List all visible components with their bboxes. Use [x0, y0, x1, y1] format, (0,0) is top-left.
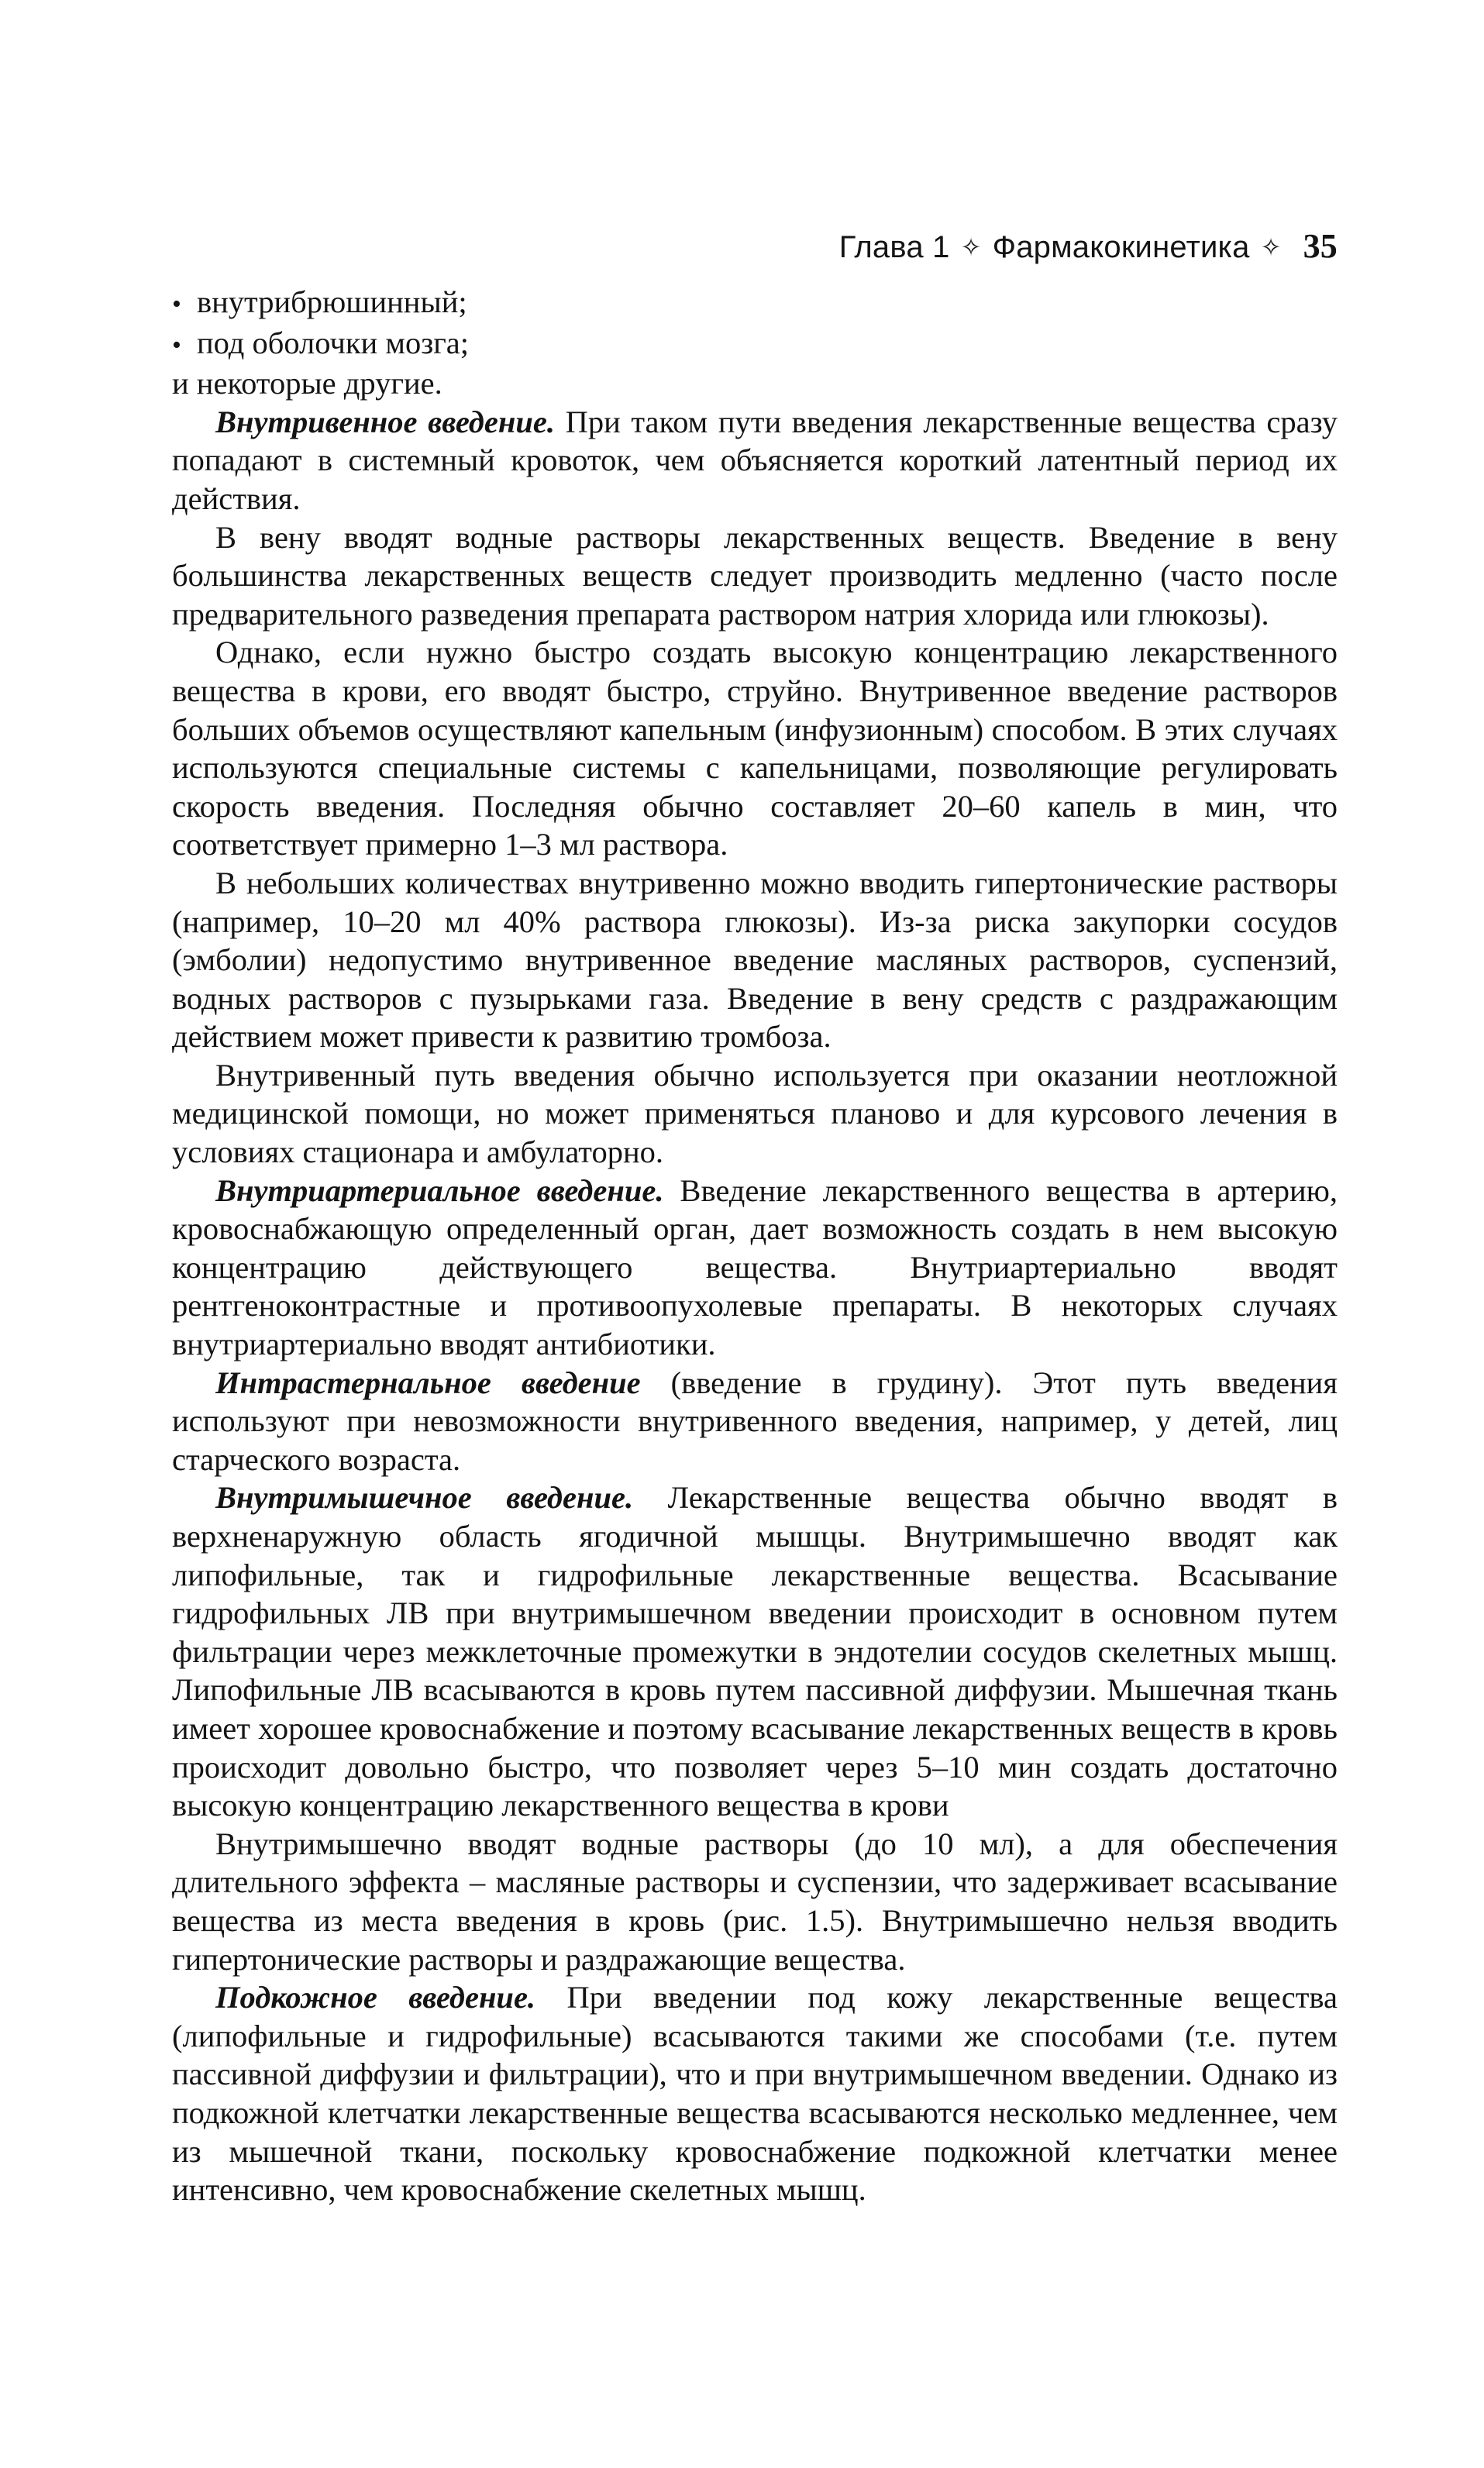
term-heading: Интрастернальное введение [215, 1365, 641, 1400]
chapter-title: Фармакокинетика [992, 230, 1250, 264]
list-item: • внутрибрюшинный; [172, 283, 1338, 324]
route-list [172, 283, 1338, 364]
paragraph-subcutaneous: Подкожное введение. При введении под кожу лекарственные вещества (липофильные и гидрофильные) всасываются такими же способами (т.е. путем пассивной диффузии и фильтрации), что и при внутримышечном введении. Однако из подкожной клетчатки лекарственные вещества всасываются несколько медленнее, чем из мышечной ткани, поскольку кровоснабжение подкожной клетчатки менее интенсивно, чем кровоснабжение скелетных мышц. [172, 1980, 1338, 2208]
paragraph: В небольших количествах внутривенно можно вводить гипертонические растворы (например, 10–20 мл 40% раствора глюкозы). Из-за риска закупорки сосудов (эмболии) недопустимо внутривенное введение масляных растворов, суспензий, водных растворов с пузырьками газа. Введение в вену средств с раздражающим действием может привести к развитию тромбоза. [172, 865, 1338, 1055]
list-closing: и некоторые другие. [172, 366, 442, 401]
term-heading: Внутривенное введение. [215, 404, 555, 439]
term-heading: Подкожное введение. [215, 1980, 536, 2015]
bullet-icon: • [172, 330, 181, 360]
page-number: 35 [1303, 227, 1338, 265]
body-text [172, 283, 1338, 2209]
list-item: • под оболочки мозга; [172, 324, 1338, 365]
book-page [172, 225, 1338, 2209]
paragraph-intravenous: Внутривенное введение. При таком пути введения лекарственные вещества сразу попадают в системный кровоток, чем объясняется короткий латентный период их действия. [172, 404, 1338, 516]
term-heading: Внутриартериальное введение. [215, 1172, 664, 1208]
term-heading: Внутримышечное введение. [215, 1480, 634, 1516]
diamond-separator-icon: ✧ [960, 233, 982, 261]
paragraph-intramuscular: Внутримышечное введение. Лекарственные вещества обычно вводят в верхненаружную область ягодичной мышцы. Внутримышечно вводят как липофильные, так и гидрофильные лекарственные вещества. Всасывание гидрофильных ЛВ при внутримышечном введении происходит в основном путем фильтрации через межклеточные промежутки в эндотелии сосудов скелетных мышц. Липофильные ЛВ всасываются в кровь путем пассивной диффузии. Мышечная ткань имеет хорошее кровоснабжение и поэтому всасывание лекарственных веществ в кровь происходит довольно быстро, что позволяет через 5–10 мин создать достаточно высокую концентрацию лекарственного вещества в крови [172, 1480, 1338, 1823]
paragraph: Внутримышечно вводят водные растворы (до 10 мл), а для обеспечения длительного эффекта – масляные растворы и суспензии, что задерживает всасывание вещества из места введения в кровь (рис. 1.5). Внутримышечно нельзя вводить гипертонические растворы и раздражающие вещества. [172, 1826, 1338, 1977]
paragraph: Внутривенный путь введения обычно используется при оказании неотложной медицинской помощи, но может применяться планово и для курсового лечения в условиях стационара и амбулаторно. [172, 1057, 1338, 1170]
paragraph: Однако, если нужно быстро создать высокую концентрацию лекарственного вещества в крови, его вводят быстро, струйно. Внутривенное введение растворов больших объемов осуществляют капельным (инфузионным) способом. В этих случаях используются специальные системы с капельницами, позволяющие регулировать скорость введения. Последняя обычно составляет 20–60 капель в мин, что соответствует примерно 1–3 мл раствора. [172, 635, 1338, 862]
chapter-label: Глава 1 [838, 230, 950, 264]
paragraph: В вену вводят водные растворы лекарственных веществ. Введение в вену большинства лекарственных веществ следует производить медленно (часто после предварительного разведения препарата раствором натрия хлорида или глюкозы). [172, 519, 1338, 632]
bullet-icon: • [172, 290, 181, 318]
paragraph-intrasternal: Интрастернальное введение (введение в грудину). Этот путь введения используют при невозможности внутривенного введения, например, у детей, лиц старческого возраста. [172, 1365, 1338, 1477]
diamond-separator-icon: ✧ [1260, 233, 1282, 261]
running-head [172, 225, 1338, 269]
paragraph-intra-arterial: Внутриартериальное введение. Введение лекарственного вещества в артерию, кровоснабжающую определенный орган, дает возможность создать в нем высокую концентрацию действующего вещества. Внутриартериально вводят рентгеноконтрастные и противоопухолевые препараты. В некоторых случаях внутриартериально вводят антибиотики. [172, 1172, 1338, 1362]
